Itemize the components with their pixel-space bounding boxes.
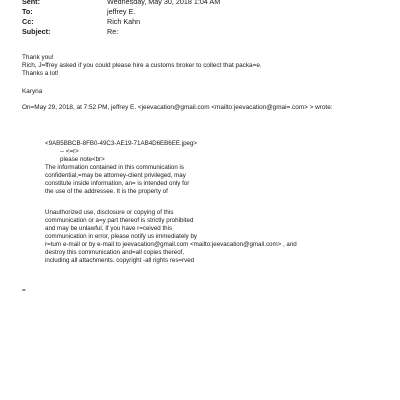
disclaimer-line: the use of the addressee. It is the property of (45, 188, 168, 195)
image-reference: <9AB5BBCB-8FB0-49C3-AE19-71AB4D6EB6EE.jpeg> (45, 140, 198, 147)
disclaimer-line: constitute inside information, an= is intended only for (45, 180, 190, 187)
unauthorized-line: Unauthorized use, disclosure or copying of this (45, 209, 174, 216)
please-note: please note<br> (60, 156, 105, 163)
subject-label: Subject: (22, 27, 51, 36)
body-line-request: Rich, J=ffrey asked if you could please hire a customs broker to collect that packa=e. (22, 62, 262, 69)
body-line-thank-you: Thank you! (22, 54, 54, 61)
unauthorized-line: destroy this communication and=all copies thereof, (45, 249, 185, 256)
cc-value: Rich Kahn (107, 17, 141, 26)
sent-label: Sent: (22, 0, 40, 6)
cc-label: Cc: (22, 17, 34, 26)
unauthorized-line: including all attachments. copyright -all rights res=rved (45, 257, 195, 264)
unauthorized-line: communication or a=y part thereof is strictly prohibited (45, 217, 194, 224)
disclaimer-line: The information contained in this communication is (45, 164, 184, 171)
br-tag: -- <=r> (60, 148, 79, 155)
quote-intro: On=May 29, 2018, at 7:52 PM, jeffrey E. <jeevacation@gmail.com <mailto:jeevacation@gmai=.com> > wrote: (22, 104, 333, 111)
unauthorized-line: communication in error, please notify us immediately by (45, 233, 198, 240)
unauthorized-line: and may be unlawful. If you have r=ceived this (45, 225, 173, 232)
trailing-equals: = (22, 287, 26, 294)
to-label: To: (22, 7, 33, 16)
to-value: jeffrey E. (107, 7, 136, 16)
unauthorized-line: r=turn e-mail or by e-mail to jeevacation@gmail.com <mailto:jeevacation@gmail.com> , and (45, 241, 297, 248)
subject-value: Re: (107, 27, 119, 36)
sent-value: Wednesday, May 30, 2018 1:04 AM (107, 0, 221, 6)
body-line-thanks: Thanks a lot! (22, 70, 59, 77)
disclaimer-line: confidential,=may be attorney-client privileged, may (45, 172, 186, 179)
signature: Karyna (22, 88, 43, 95)
